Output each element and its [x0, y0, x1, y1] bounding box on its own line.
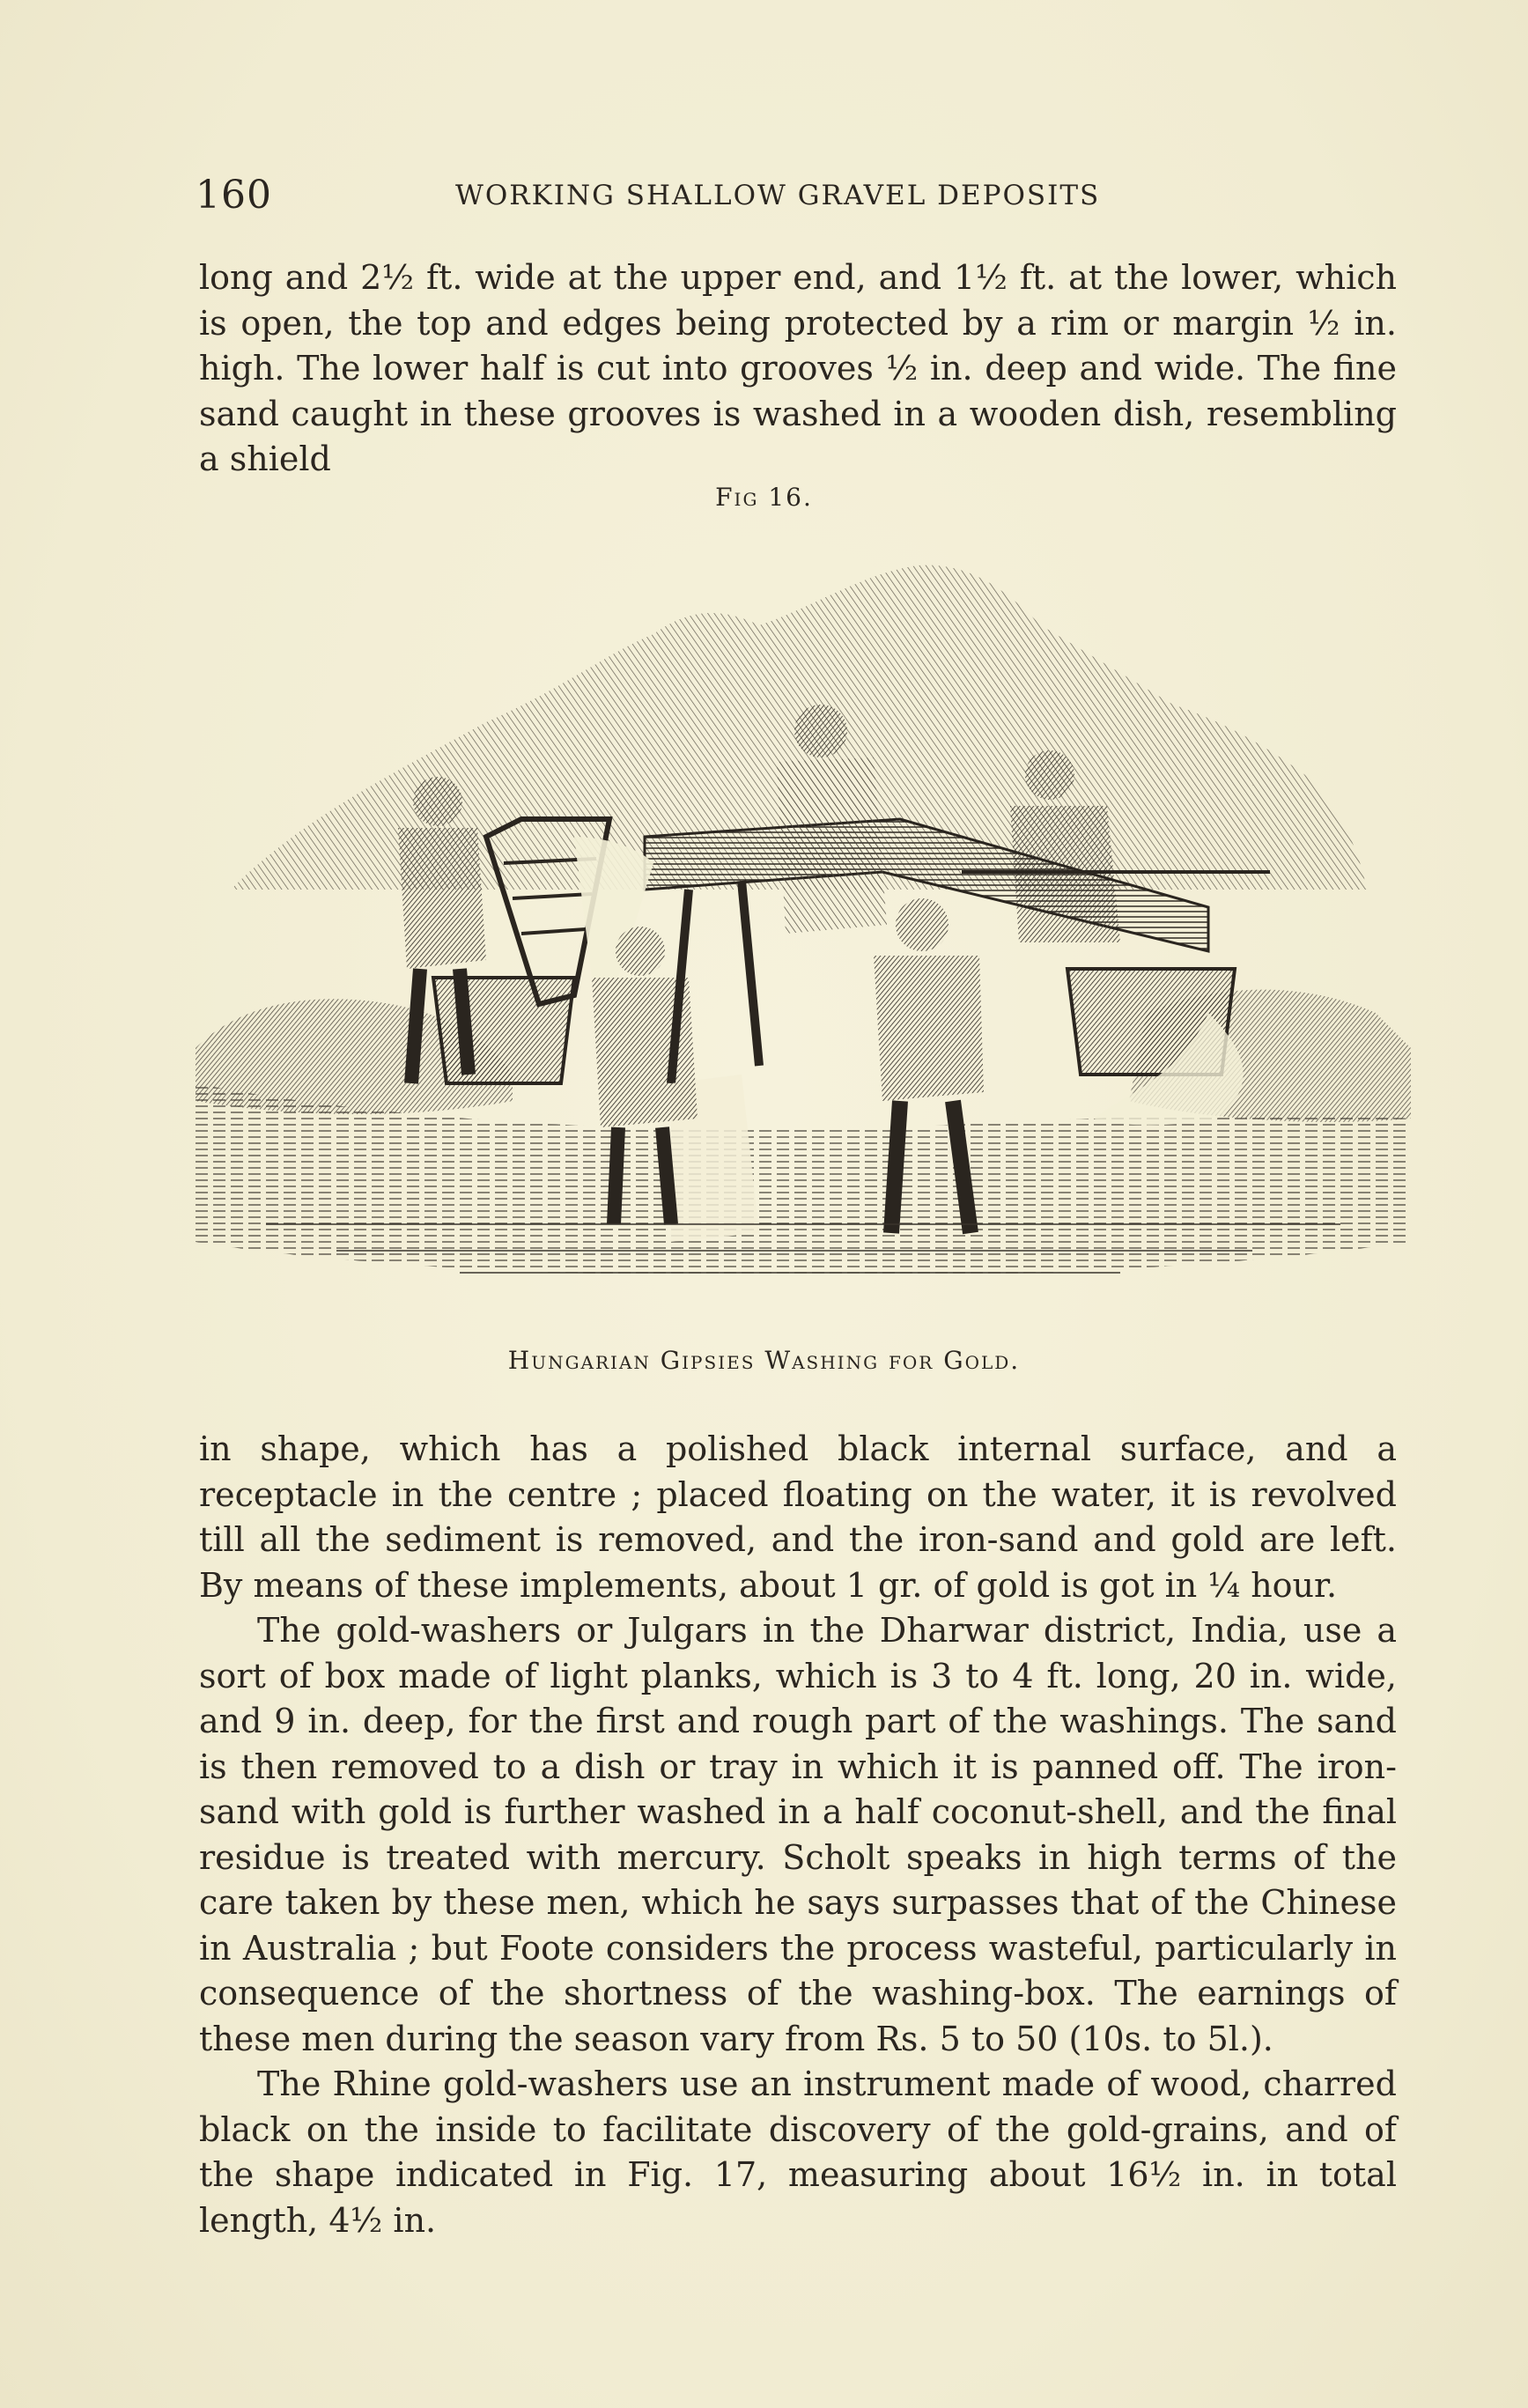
figure-label	[0, 483, 1528, 512]
body-text-bottom	[199, 1427, 1397, 2243]
rack-rung	[521, 929, 586, 934]
rack-rung	[513, 894, 592, 898]
engraving-illustration	[196, 555, 1411, 1321]
running-head	[196, 173, 1393, 225]
running-title: WORKING SHALLOW GRAVEL DEPOSITS	[455, 180, 1101, 211]
figure-caption-text: Hungarian Gipsies Washing for Gold.	[507, 1346, 1021, 1375]
sluice-leg	[742, 881, 759, 1066]
paragraph-continued: long and 2½ ft. wide at the upper end, and 1½ ft. at the lower, which is open, the top and edges being protected by a rim or margin ½ in. high. The lower half is cut into grooves ½ in. deep and wide. The fine sand caught in these grooves is washed in a wooden dish, resembling a shield	[199, 258, 1397, 478]
wooden-tub-left	[433, 978, 574, 1083]
paragraph: The Rhine gold-washers use an instrument made of wood, charred black on the inside to facilitate discovery of the gold-grains, and of the shape indicated in Fig. 17, measuring about 16½ in. in total length, 4½ in.	[199, 2065, 1397, 2240]
figure-caption	[0, 1346, 1528, 1375]
paragraph: The gold-washers or Julgars in the Dharwar district, India, use a sort of box made of light planks, which is 3 to 4 ft. long, 20 in. wide, and 9 in. deep, for the first and rough part of the washings. The sand is then removed to a dish or tray in which it is panned off. The iron-sand with gold is further washed in a half coconut-shell, and the final residue is treated with mercury. Scholt speaks in high terms of the care taken by these men, which he says surpasses that of the Chinese in Australia ; but Foote considers the process wasteful, particularly in consequence of the shortness of the washing-box. The earnings of these men during the season vary from Rs. 5 to 50 (10s. to 5l.).	[199, 1611, 1397, 2058]
paragraph: in shape, which has a polished black internal surface, and a receptacle in the centre ; placed floating on the water, it is revolved till all the sediment is removed, and the iron-sand and gold are left. By means of these implements, about 1 gr. of gold is got in ¼ hour.	[199, 1429, 1397, 1605]
body-text-top	[199, 255, 1397, 483]
page-number: 160	[196, 173, 272, 218]
figure-number: Fig 16.	[715, 483, 813, 512]
